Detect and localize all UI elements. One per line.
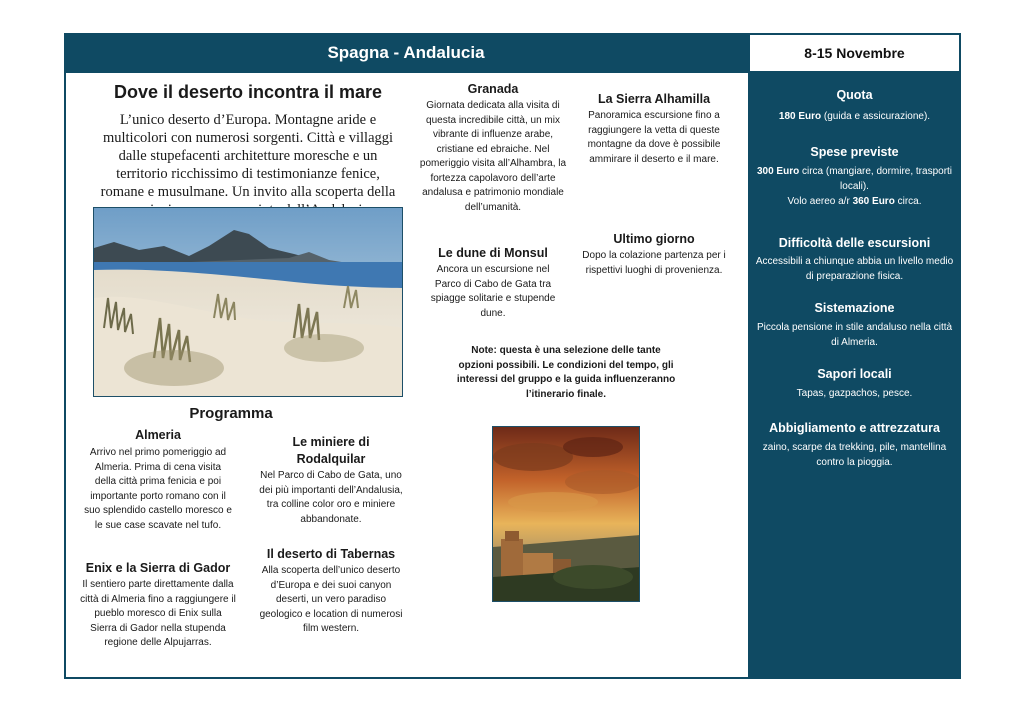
monsul-text: Ancora un escursione nel Parco di Cabo de Gata tra spiagge solitarie e stupende dune.: [430, 264, 556, 319]
enix-text: Il sentiero parte direttamente dalla città di Almeria fino a raggiungere il pueblo moresco di Enix sulla Sierra di Gador nella stupenda regione delle Alpujarras.: [80, 579, 236, 648]
page-title: Spagna - Andalucia: [64, 33, 748, 73]
almeria-text: Arrivo nel primo pomeriggio ad Almeria. Prima di cena visita della città prima fenicia e poi importante porto romano con il suo splendido castello moresco e le sue case scavate nel tufo.: [84, 447, 232, 531]
beach-dunes-photo: [93, 207, 403, 397]
sistemazione-heading: Sistemazione: [814, 301, 895, 315]
enix-heading: Enix e la Sierra di Gador: [85, 561, 231, 575]
alhamilla-heading: La Sierra Alhamilla: [597, 92, 711, 106]
monsul-heading: Le dune di Monsul: [438, 246, 548, 260]
sapori-text: Tapas, gazpachos, pesce.: [796, 388, 913, 399]
tabernas-text: Alla scoperta dell’unico deserto d’Europa e dei suoi canyon deserti, un vero paradiso geologico e location di numerosi film western.: [259, 565, 403, 634]
rodalquilar-text: Nel Parco di Cabo de Gata, uno dei più importanti dell’Andalusia, tra colline color oro e miniere abbandonate.: [259, 470, 403, 525]
abbigliamento-heading: Abbigliamento e attrezzatura: [769, 421, 940, 435]
intro-text: L’unico deserto d’Europa. Montagne aride e multicolori con numerosi sorgenti. Città e villaggi dalle stupefacenti architetture moresche e un territorio ricchissimo di testimonianze fenice, romane e musulmane. Un invito alla scoperta della: [100, 112, 396, 200]
spese-heading: Spese previste: [810, 145, 899, 159]
sistemazione-text: Piccola pensione in stile andaluso nella città di Almeria.: [756, 322, 953, 348]
ultimo-giorno-text: Dopo la colazione partenza per i rispettivi luoghi di provenienza.: [582, 250, 726, 276]
rodalquilar-heading: Le miniere di Rodalquilar: [292, 435, 370, 466]
granada-heading: Granada: [467, 82, 519, 96]
programma-heading: Programma: [189, 405, 273, 422]
alhambra-photo: [492, 426, 640, 602]
tabernas-heading: Il deserto di Tabernas: [266, 547, 396, 561]
difficolta-text: Accessibili a chiunque abbia un livello medio di preparazione fisica.: [755, 256, 954, 282]
almeria-heading: Almeria: [135, 428, 181, 442]
date-range: 8-15 Novembre: [748, 33, 961, 73]
intro-heading: Dove il deserto incontra il mare: [113, 82, 383, 102]
sapori-heading: Sapori locali: [817, 367, 892, 381]
quota-text: 180 Euro (guida e assicurazione).: [778, 111, 931, 122]
ultimo-giorno-heading: Ultimo giorno: [613, 232, 695, 246]
abbigliamento-text: zaino, scarpe da trekking, pile, mantellina contro la pioggia.: [762, 442, 947, 468]
alhamilla-text: Panoramica escursione fino a raggiungere la vetta di queste montagne da dove è possibile ammirare il deserto e il mare.: [587, 110, 721, 165]
itinerary-note: Note: questa è una selezione delle tante opzioni possibili. Le condizioni del tempo, gli interessi del gruppo e la guida influenzeranno l’itinerario finale.: [456, 345, 676, 400]
quota-heading: Quota: [836, 88, 873, 102]
info-sidebar: [748, 73, 961, 679]
difficolta-heading: Difficoltà delle escursioni: [778, 236, 931, 250]
granada-text: Giornata dedicata alla visita di questa incredibile città, un mix vibrante di influenze arabe, cristiane ed ebraiche. Nel pomeriggio visita all’Alhambra, la fortezza capolavoro dell’arte andalusa e patrimonio mondiale dell’umanità.: [419, 100, 567, 213]
spese-text: 300 Euro circa (mangiare, dormire, trasporti locali). Volo aereo a/r 360 Euro circa.: [756, 166, 953, 207]
